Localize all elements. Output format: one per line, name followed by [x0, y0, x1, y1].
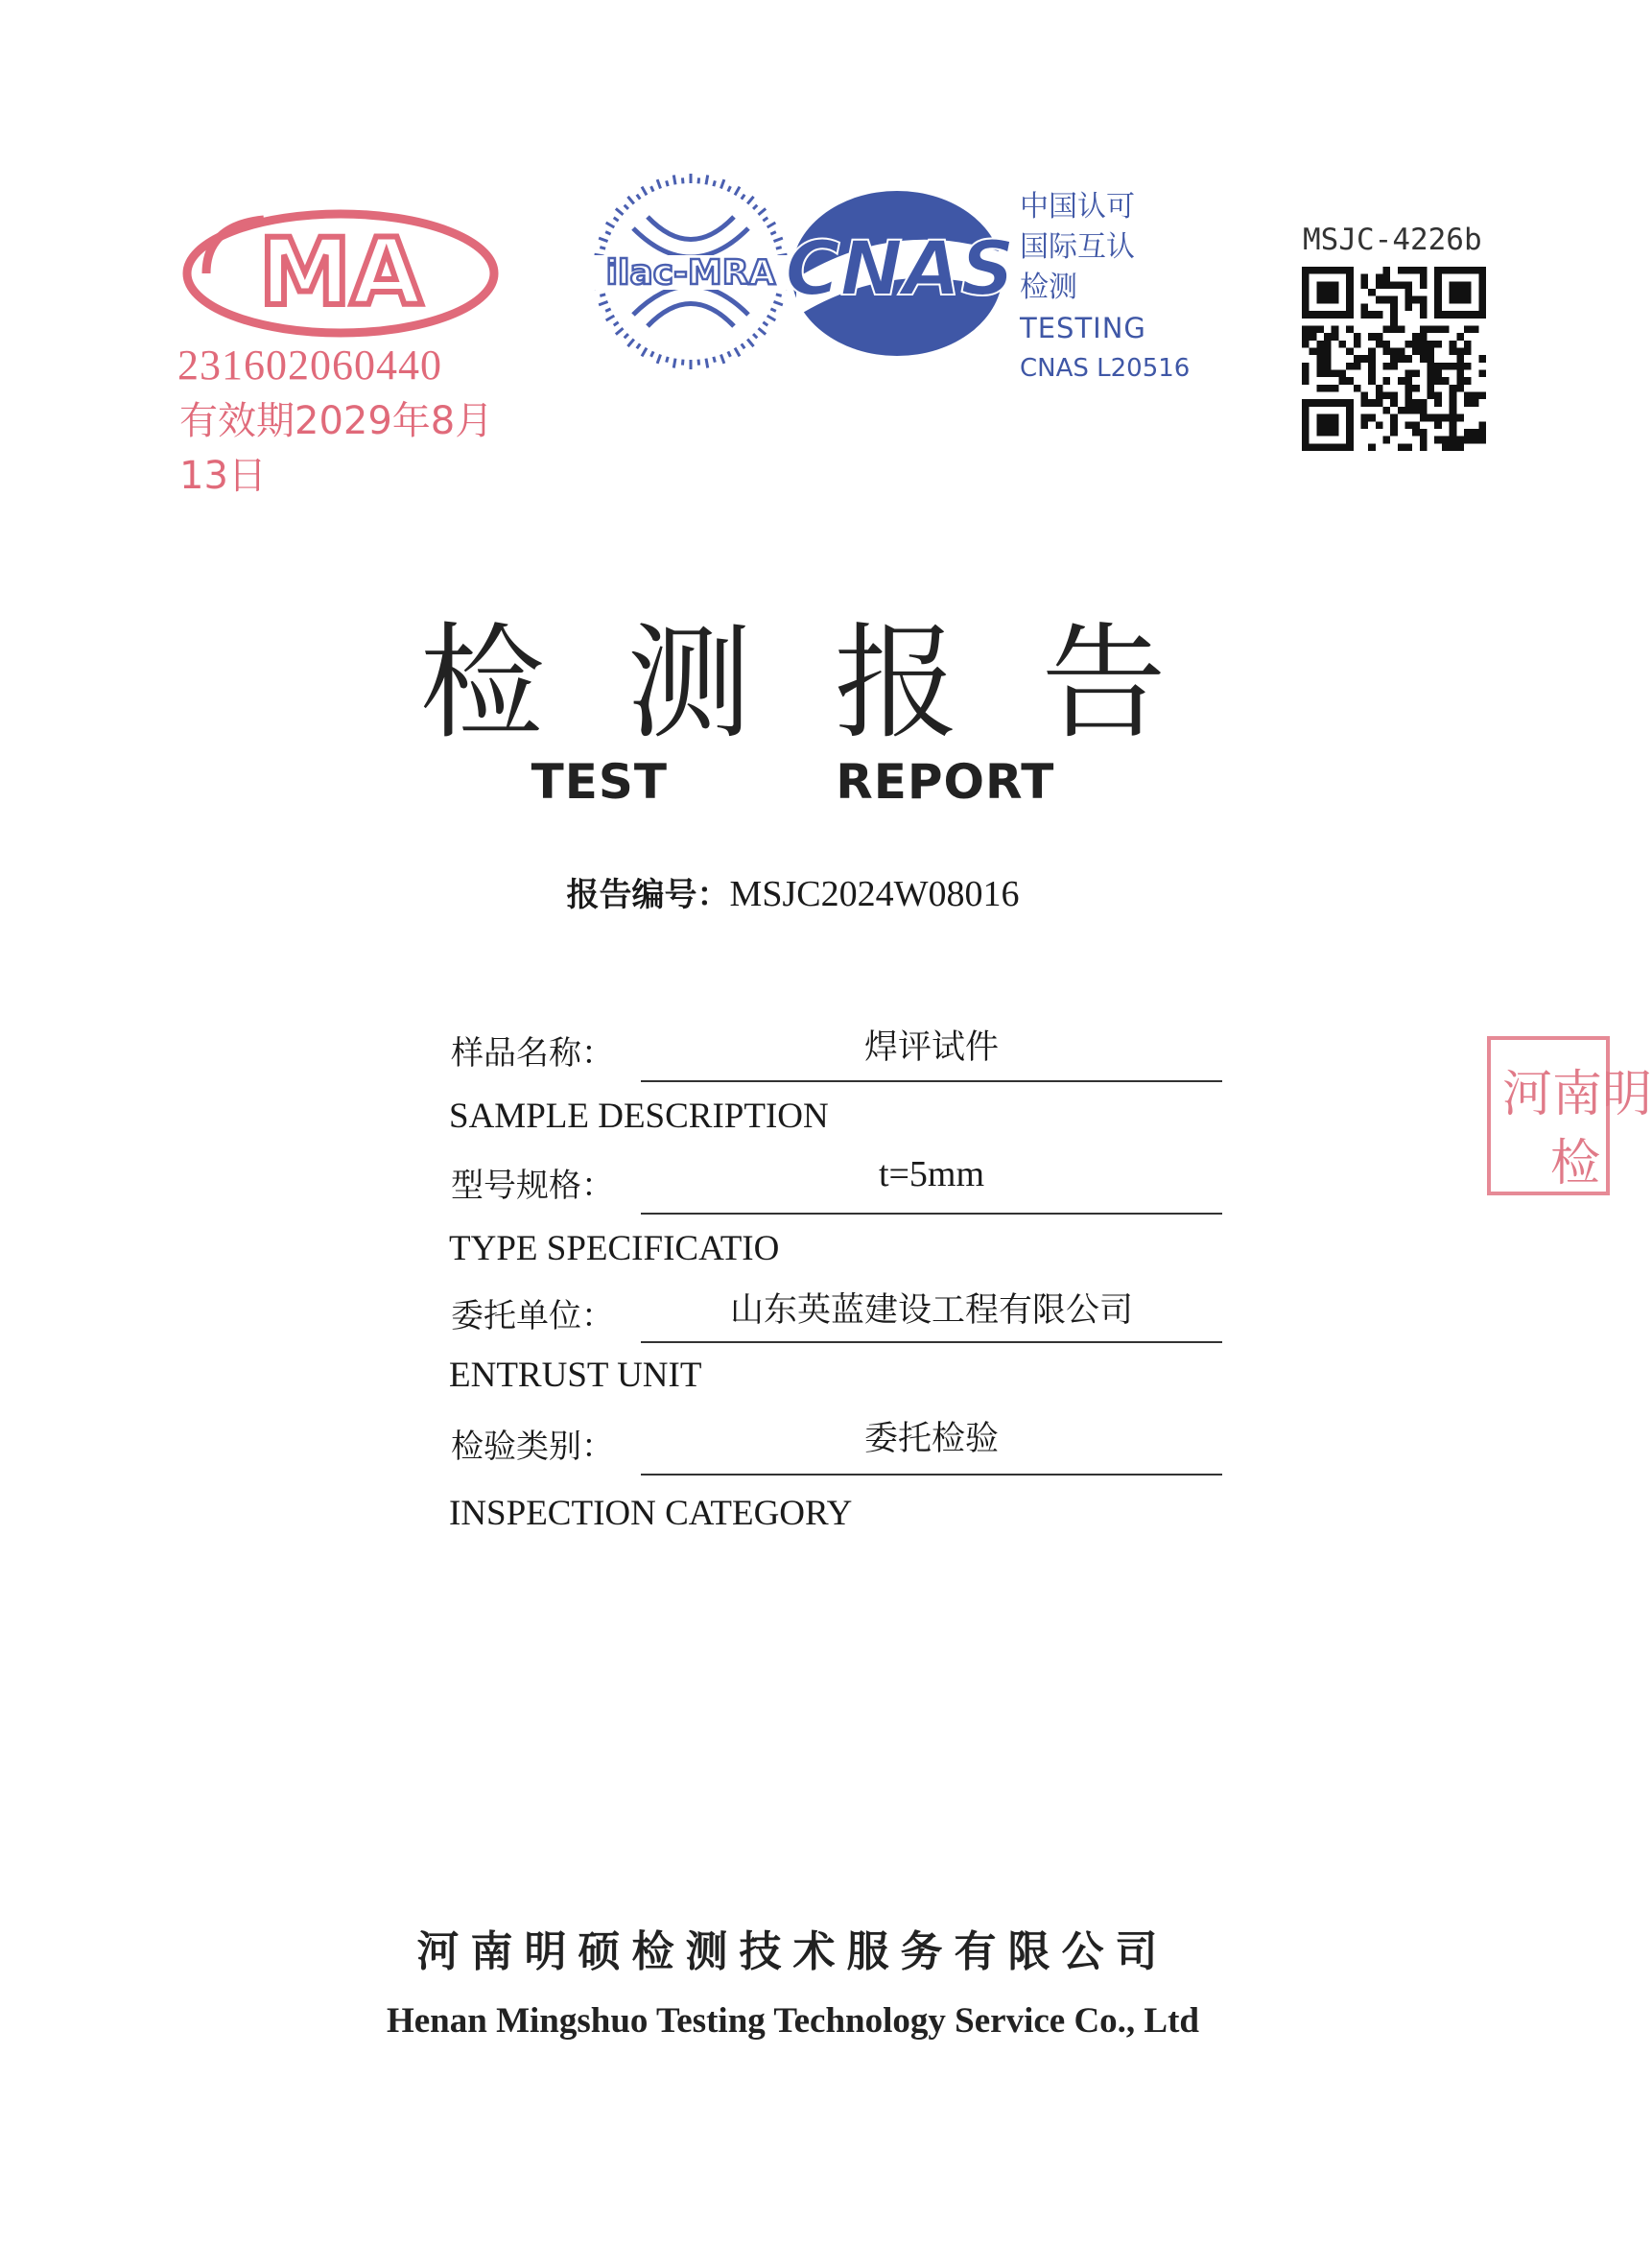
cma-mark-text: MA [259, 219, 422, 326]
cnas-zh-line3: 检测 [1020, 271, 1077, 304]
ilac-globe-icon [590, 171, 791, 372]
company-name-en: Henan Mingshuo Testing Technology Service Co., Ltd [386, 2001, 1200, 2041]
ilac-text: ilac-MRA [605, 253, 776, 293]
cma-number: 231602060440 [177, 342, 442, 389]
cnas-emblem-icon [787, 187, 1017, 360]
ilac-mra-logo [590, 171, 791, 372]
inspection-category-label-en: INSPECTION CATEGORY [449, 1494, 853, 1533]
cnas-zh-line2: 国际互认 [1020, 230, 1135, 264]
sample-name-underline [641, 1080, 1222, 1082]
type-spec-value: t=5mm [878, 1154, 985, 1194]
cma-logo-icon [177, 206, 504, 341]
cnas-text: CNAS [785, 226, 1015, 313]
report-title-zh: 检测报告 [419, 610, 1249, 756]
cnas-number: CNAS L20516 [1020, 354, 1191, 383]
type-spec-label-en: TYPE SPECIFICATIO [449, 1229, 780, 1268]
entrust-unit-label-en: ENTRUST UNIT [449, 1356, 702, 1395]
inspection-category-value: 委托检验 [863, 1420, 999, 1458]
entrust-unit-label-zh: 委托单位： [451, 1297, 614, 1335]
sample-name-label-zh: 样品名称： [451, 1034, 614, 1073]
company-name-zh: 河南明硕检测技术服务有限公司 [416, 1927, 1169, 1976]
type-spec-underline [641, 1213, 1222, 1215]
sample-name-value: 焊评试件 [863, 1028, 999, 1067]
seal-stamp-line1: 河南明 [1502, 1066, 1652, 1123]
sample-name-label-en: SAMPLE DESCRIPTION [449, 1097, 829, 1136]
seal-stamp-line2: 检 [1550, 1135, 1601, 1192]
entrust-unit-underline [641, 1341, 1222, 1343]
cnas-logo [787, 187, 1017, 360]
cma-stamp [177, 206, 504, 498]
cnas-zh-line1: 中国认可 [1020, 190, 1135, 224]
cma-validity: 有效期2029年8月13日 [179, 399, 494, 498]
report-number [0, 868, 1586, 915]
seal-stamp-partial [1487, 1036, 1652, 1195]
inspection-category-underline [641, 1474, 1222, 1476]
report-number-value: MSJC2024W08016 [729, 874, 1020, 914]
type-spec-label-zh: 型号规格： [451, 1167, 614, 1205]
cnas-label-block [1020, 187, 1190, 389]
cnas-testing: TESTING [1020, 312, 1146, 344]
inspection-category-label-zh: 检验类别： [451, 1428, 614, 1466]
qr-code-label: MSJC-4226b [1303, 223, 1482, 257]
report-title-en: TEST REPORT [531, 754, 1055, 810]
qr-code-icon [1302, 267, 1486, 451]
report-number-label: 报告编号： [566, 876, 730, 914]
entrust-unit-value: 山东英蓝建设工程有限公司 [729, 1291, 1133, 1330]
